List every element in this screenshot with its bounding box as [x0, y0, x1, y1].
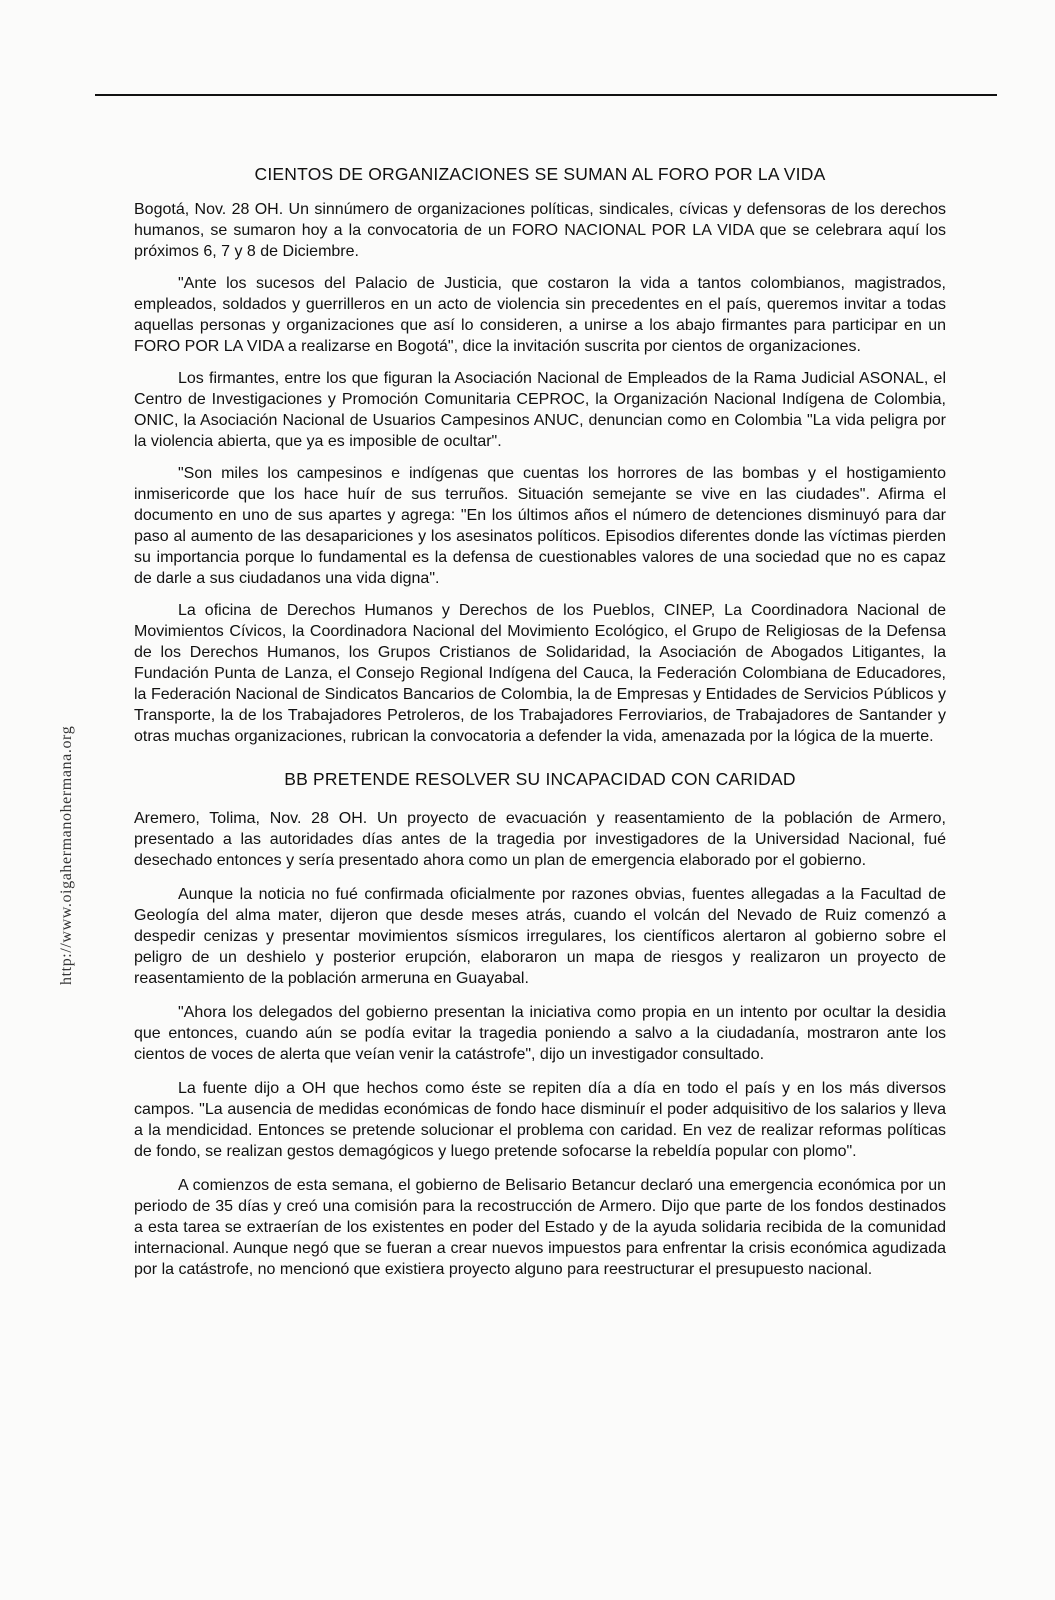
article-2-title: BB PRETENDE RESOLVER SU INCAPACIDAD CON CARIDAD	[284, 769, 796, 789]
article-1-paragraph-1: Bogotá, Nov. 28 OH. Un sinnúmero de organizaciones políticas, sindicales, cívicas y defensoras de los derechos humanos, se sumaron hoy a la convocatoria de un FORO NACIONAL POR LA VIDA que se celebrara aquí los próximos 6, 7 y 8 de Diciembre.	[134, 201, 946, 260]
article-bb-caridad	[134, 769, 946, 1280]
article-2-paragraph-2: Aunque la noticia no fué confirmada oficialmente por razones obvias, fuentes allegadas a la Facultad de Geología del alma mater, dijeron que desde meses atrás, cuando el volcán del Nevado de Ruiz comenzó a despedir cenizas y presentar movimientos sísmicos irregulares, los científicos alertaron al gobierno sobre el peligro de un deshielo y posterior erupción, elaboraron un mapa de riesgos y realizaron un proyecto de reasentamiento de la población armeruna en Guayabal.	[134, 886, 946, 987]
side-watermark-url: http://www.oigahermanohermana.org	[58, 725, 75, 985]
article-foro-por-la-vida	[134, 164, 946, 747]
article-1-paragraph-3: Los firmantes, entre los que figuran la Asociación Nacional de Empleados de la Rama Judicial ASONAL, el Centro de Investigaciones y Promoción Comunitaria CEPROC, la Organización Nacional Indígena de Colombia, ONIC, la Asociación Nacional de Usuarios Campesinos ANUC, denuncian como en Colombia "La vida peligra por la violencia abierta, que ya es imposible de ocultar".	[134, 370, 946, 450]
article-1-paragraph-5: La oficina de Derechos Humanos y Derechos de los Pueblos, CINEP, La Coordinadora Nacional de Movimientos Cívicos, la Coordinadora Nacional del Movimiento Ecológico, el Grupo de Religiosas de la Defensa de los Derechos Humanos, los Grupos Cristianos de Solidaridad, la Asociación de Abogados Litigantes, la Fundación Punta de Lanza, el Consejo Regional Indígena del Cauca, la Federación Colombiana de Educadores, la Federación Nacional de Sindicatos Bancarios de Colombia, la de Empresas y Entidades de Servicios Públicos y Transporte, la de los Trabajadores Petroleros, de los Trabajadores Ferroviarios, de Trabajadores de Santander y otras muchas organizaciones, rubrican la convocatoria a defender la vida, amenazada por la lógica de la muerte.	[134, 602, 946, 745]
article-2-paragraph-5: A comienzos de esta semana, el gobierno de Belisario Betancur declaró una emergencia económica por un periodo de 35 días y creó una comisión para la recostrucción de Armero. Dijo que parte de los fondos destinados a esta tarea se extraerían de los existentes en poder del Estado y de la ayuda solidaria recibida de la comunidad internacional. Aunque negó que se fueran a crear nuevos impuestos para enfrentar la crisis económica agudizada por la catástrofe, no mencionó que existiera proyecto alguno para reestructurar el presupuesto nacional.	[134, 1177, 946, 1278]
article-1-paragraph-4: "Son miles los campesinos e indígenas que cuentas los horrores de las bombas y el hostigamiento inmisericorde que los hace huír de sus terruños. Situación semejante se vive en las ciudades". Afirma el documento en uno de sus apartes y agrega: "En los últimos años el número de detenciones disminuyó para dar paso al aumento de las desapariciones y los asesinatos políticos. Episodios diferentes donde las víctimas pierden su importancia porque lo fundamental es la defensa de cuestionables valores de una sociedad que no es capaz de darle a sus ciudadanos una vida digna".	[134, 465, 946, 587]
top-rule	[95, 94, 997, 96]
article-1-paragraph-2: "Ante los sucesos del Palacio de Justicia, que costaron la vida a tantos colombianos, magistrados, empleados, soldados y guerrilleros en un acto de violencia sin precedentes en el país, queremos invitar a todas aquellas personas y organizaciones que así lo consideren, a unirse a los abajo firmantes para participar en un FORO POR LA VIDA a realizarse en Bogotá", dice la invitación suscrita por cientos de organizaciones.	[134, 275, 946, 355]
article-2-paragraph-1: Aremero, Tolima, Nov. 28 OH. Un proyecto de evacuación y reasentamiento de la población de Armero, presentado a las autoridades días antes de la tragedia por investigadores de la Universidad Nacional, fué desechado entonces y sería presentado ahora como un plan de emergencia elaborado por el gobierno.	[134, 810, 946, 869]
page-body	[134, 158, 946, 1293]
article-2-paragraph-4: La fuente dijo a OH que hechos como éste se repiten día a día en todo el país y en los más diversos campos. "La ausencia de medidas económicas de fondo hace disminuír el poder adquisitivo de los salarios y lleva a la mendicidad. Entonces se pretende solucionar el problema con caridad. En vez de realizar reformas políticas de fondo, se realizan gestos demagógicos y luego pretende sofocarse la rebeldía popular con plomo".	[134, 1080, 946, 1160]
article-2-paragraph-3: "Ahora los delegados del gobierno presentan la iniciativa como propia en un intento por ocultar la desidia que entonces, cuando aún se podía evitar la tragedia poniendo a salvo a la ciudadanía, mostraron ante los cientos de voces de alerta que veían venir la catástrofe", dijo un investigador consultado.	[134, 1004, 946, 1063]
article-1-title: CIENTOS DE ORGANIZACIONES SE SUMAN AL FORO POR LA VIDA	[254, 164, 826, 184]
